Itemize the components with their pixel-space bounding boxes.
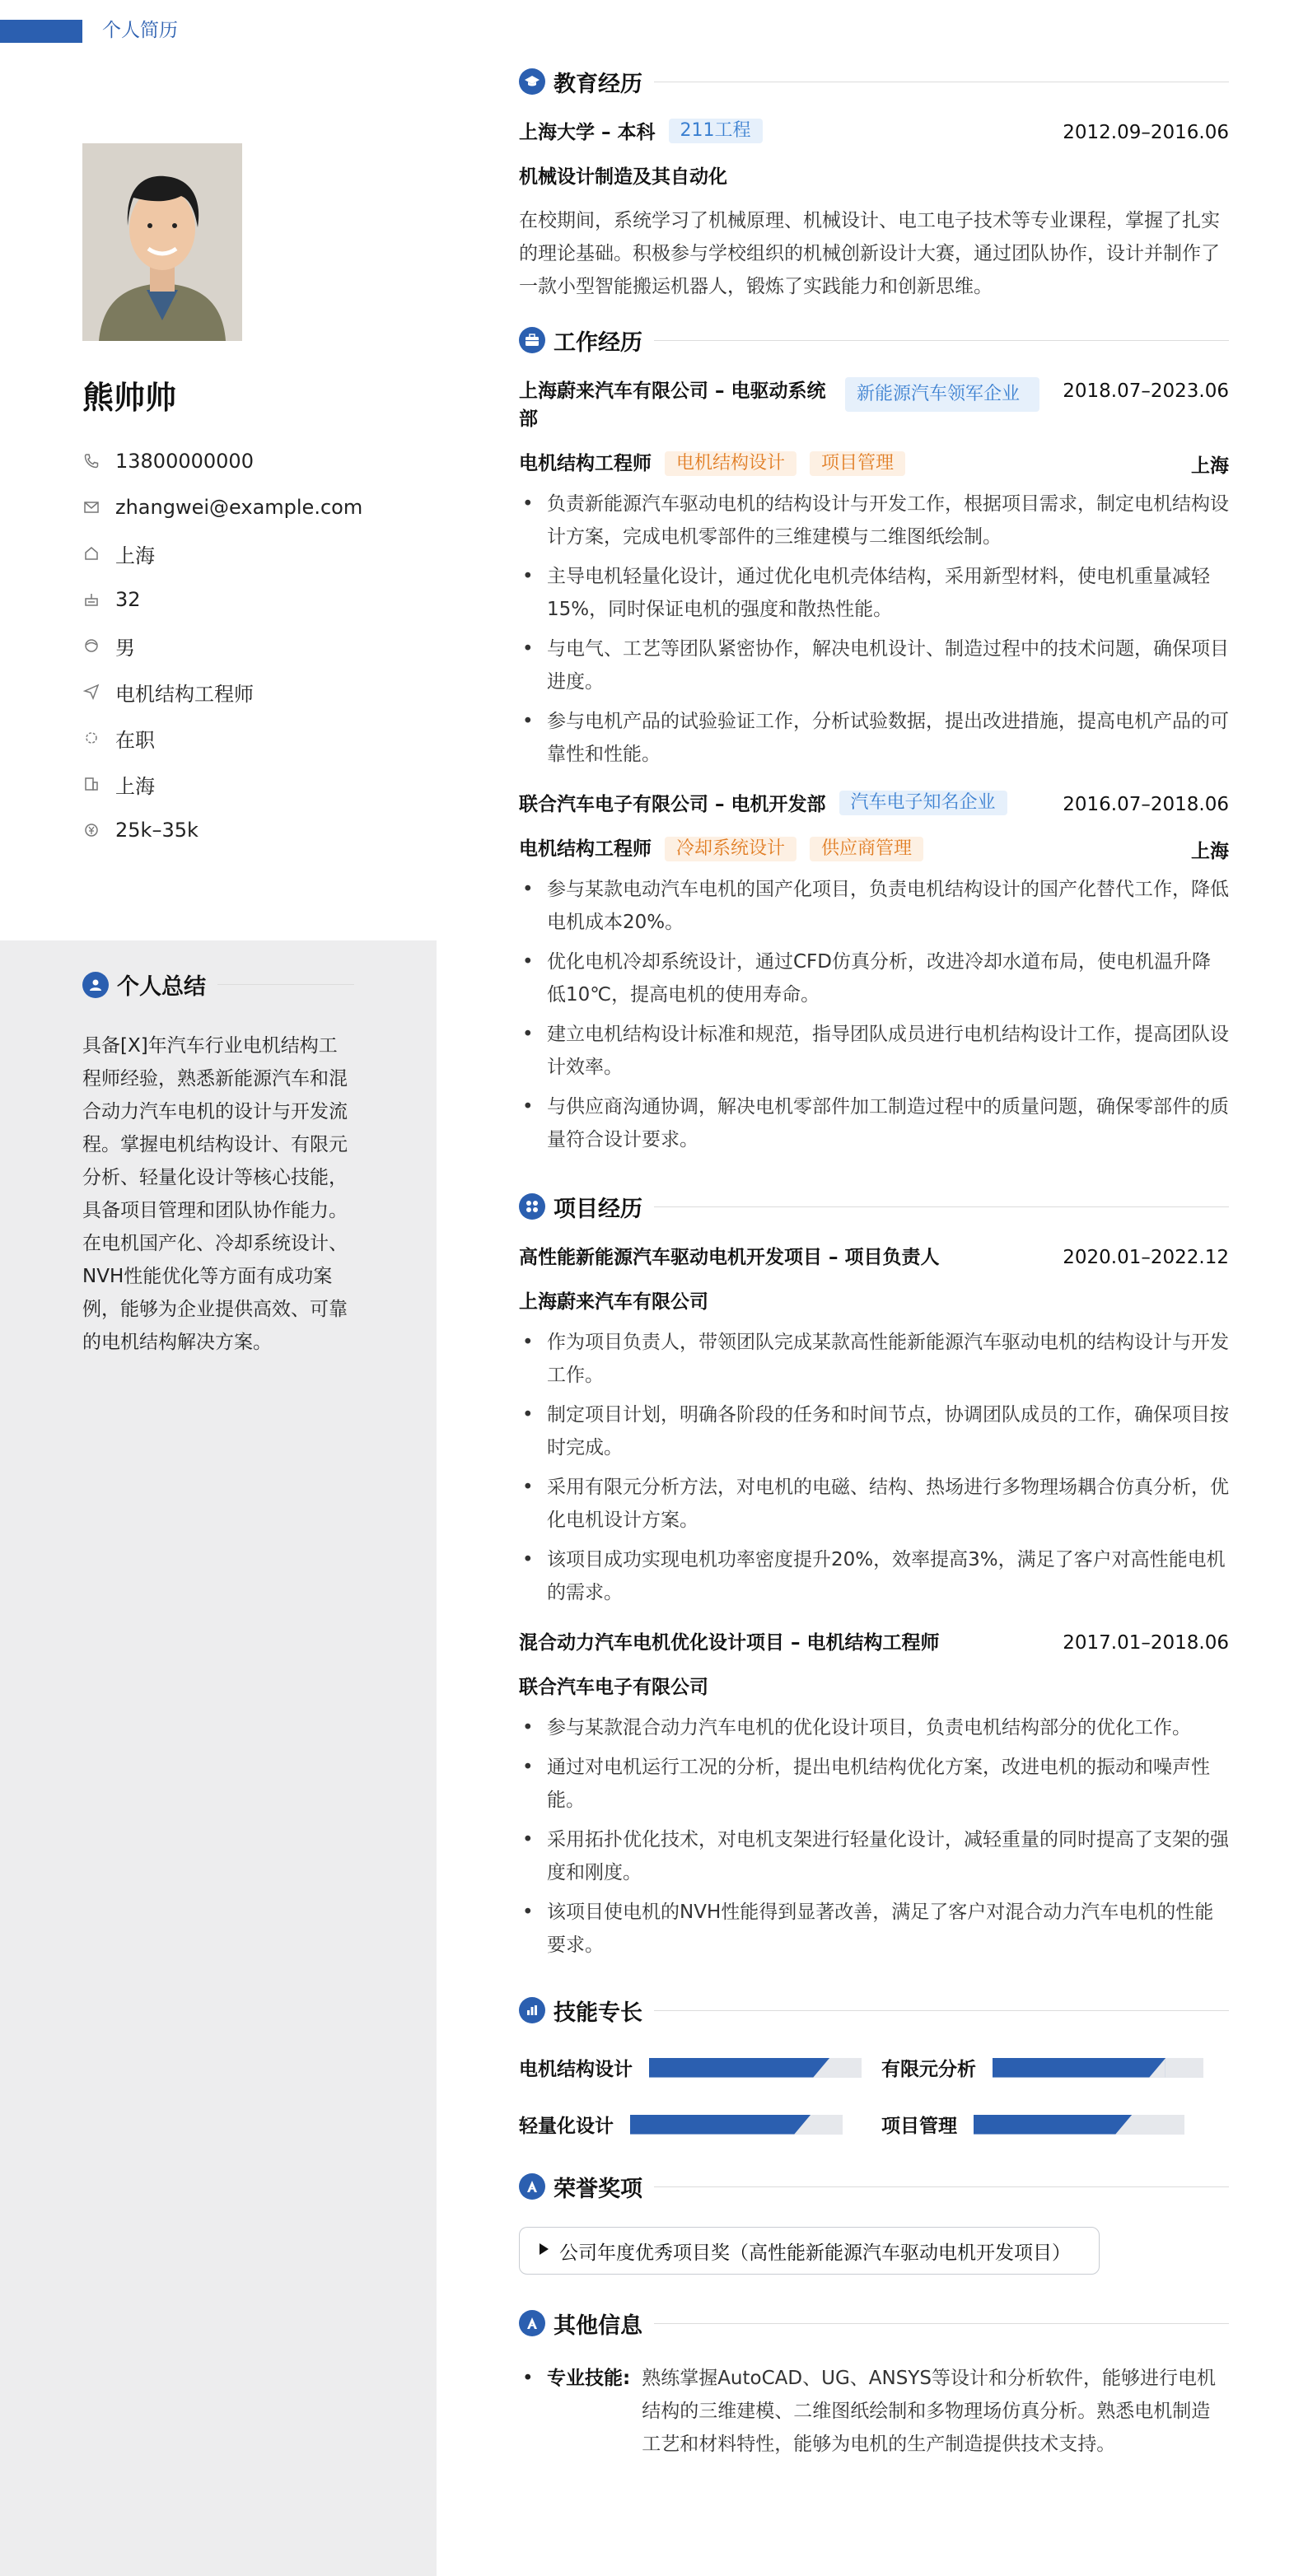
status-icon	[82, 729, 100, 747]
job-bullets	[519, 488, 1229, 771]
list-item-text: 通过对电机运行工况的分析，提出电机结构优化方案，改进电机的振动和噪声性能。	[547, 1757, 1210, 1811]
job-company: 联合汽车电子有限公司 – 电机开发部	[519, 794, 826, 815]
list-item-text: 负责新能源汽车驱动电机的结构设计与开发工作，根据项目需求，制定电机结构设计方案，完成电机零部件的三维建模与二维图纸绘制。	[547, 493, 1229, 548]
skill-name: 项目管理	[881, 2116, 957, 2137]
info-icon	[519, 2310, 545, 2336]
info-position: 电机结构工程师	[115, 682, 254, 706]
work-title: 工作经历	[554, 329, 642, 356]
education-entry-left	[519, 119, 763, 147]
info-row-gender	[82, 623, 362, 669]
skill-item	[519, 2111, 881, 2138]
list-item: • 参与电机产品的试验验证工作，分析试验数据，提出改进措施，提高电机产品的可靠性和性能。	[519, 705, 1229, 771]
list-item: • 与电气、工艺等团队紧密协作，解决电机设计、制造过程中的技术问题，确保项目进度。	[519, 632, 1229, 698]
triangle-right-icon	[538, 2242, 549, 2259]
job-skill-tag: 电机结构设计	[665, 451, 796, 476]
project-bullets	[519, 1326, 1229, 1609]
info-email: zhangwei@example.com	[115, 496, 363, 519]
info-row-location	[82, 530, 362, 576]
list-item: • 主导电机轻量化设计，通过优化电机壳体结构，采用新型材料，使电机重量减轻15%，同时保证电机的强度和散热性能。	[519, 560, 1229, 626]
list-item-text: 该项目使电机的NVH性能得到显著改善，满足了客户对混合动力汽车电机的性能要求。	[547, 1902, 1214, 1956]
phone-icon	[82, 452, 100, 470]
skill-level-fill	[974, 2115, 1132, 2135]
skill-item	[881, 2054, 1227, 2081]
list-item-text: 制定项目计划，明确各阶段的任务和时间节点，协调团队成员的工作，确保项目按时完成。	[547, 1404, 1229, 1458]
education-description: 在校期间，系统学习了机械原理、机械设计、电工电子技术等专业课程，掌握了扎实的理论基础。积极参与学校组织的机械创新设计大赛，通过团队协作，设计并制作了一款小型智能搬运机器人，锻炼了实践能力和创新思维。	[519, 210, 1220, 297]
project-company: 上海蔚来汽车有限公司	[519, 1291, 708, 1313]
skill-level-bar	[630, 2115, 843, 2135]
list-item-text: 该项目成功实现电机功率密度提升20%，效率提高3%，满足了客户对高性能电机的需求。	[547, 1549, 1226, 1603]
awards-divider	[654, 2186, 1229, 2187]
job-date: 2018.07–2023.06	[1063, 380, 1229, 402]
list-item-text: 参与某款混合动力汽车电机的优化设计项目，负责电机结构部分的优化工作。	[547, 1717, 1191, 1738]
job-date: 2016.07–2018.06	[1063, 794, 1229, 815]
header-accent-bar	[0, 20, 82, 43]
list-item-text: 优化电机冷却系统设计，通过CFD仿真分析，改进冷却水道布局，使电机温升降低10℃，提高电机的使用寿命。	[547, 951, 1211, 1006]
other-label: 专业技能:	[547, 2368, 631, 2389]
job-header	[519, 791, 1229, 819]
info-city: 上海	[115, 774, 155, 798]
list-item: • 采用拓扑优化技术，对电机支架进行轻量化设计，减轻重量的同时提高了支架的强度和刚度。	[519, 1823, 1229, 1889]
info-age: 32	[115, 588, 141, 611]
job-role-left	[519, 450, 905, 478]
award-item	[519, 2227, 1100, 2275]
skills-title: 技能专长	[554, 2000, 642, 2026]
graduation-cap-icon	[519, 68, 545, 95]
resume-title: 个人简历	[102, 20, 178, 41]
list-item: • 该项目使电机的NVH性能得到显著改善，满足了客户对混合动力汽车电机的性能要求。	[519, 1896, 1229, 1962]
info-gender: 男	[115, 636, 135, 660]
job-header-left	[519, 791, 1007, 819]
list-item-text: 采用拓扑优化技术，对电机支架进行轻量化设计，减轻重量的同时提高了支架的强度和刚度。	[547, 1829, 1229, 1883]
home-icon	[82, 544, 100, 562]
job-city: 上海	[1191, 455, 1229, 477]
info-status: 在职	[115, 728, 155, 752]
bar-chart-icon	[519, 1997, 545, 2023]
summary-text: 具备[X]年汽车行业电机结构工程师经验，熟悉新能源汽车和混合动力汽车电机的设计与开发流程。掌握电机结构设计、有限元分析、轻量化设计等核心技能，具备项目管理和团队协作能力。在电机国产化、冷却系统设计、NVH性能优化等方面有成功案例，能够为企业提供高效、可靠的电机结构解决方案。	[82, 1035, 348, 1353]
job-header-left	[519, 377, 1039, 433]
job-role: 电机结构工程师	[519, 838, 652, 860]
job-city: 上海	[1191, 840, 1229, 862]
list-item: • 制定项目计划，明确各阶段的任务和时间节点，协调团队成员的工作，确保项目按时完成。	[519, 1398, 1229, 1464]
work-divider	[654, 340, 1229, 341]
award-text: 公司年度优秀项目奖（高性能新能源汽车驱动电机开发项目）	[559, 2242, 1071, 2264]
list-item-text: 参与某款电动汽车电机的国产化项目，负责电机结构设计的国产化替代工作，降低电机成本20%。	[547, 879, 1229, 933]
list-item-text: 采用有限元分析方法，对电机的电磁、结构、热场进行多物理场耦合仿真分析，优化电机设计方案。	[547, 1477, 1229, 1531]
summary-divider	[217, 984, 354, 985]
education-section-header	[519, 63, 1229, 100]
skill-level-bar	[974, 2115, 1184, 2135]
job-company-tag: 新能源汽车领军企业	[845, 377, 1039, 412]
skills-list	[519, 2054, 1229, 2138]
skill-name: 电机结构设计	[519, 2059, 633, 2080]
mail-icon	[82, 498, 100, 516]
project-name: 混合动力汽车电机优化设计项目 – 电机结构工程师	[519, 1632, 940, 1654]
list-item: • 负责新能源汽车驱动电机的结构设计与开发工作，根据项目需求，制定电机结构设计方案，完成电机零部件的三维建模与二维图纸绘制。	[519, 488, 1229, 553]
education-title: 教育经历	[554, 71, 642, 97]
education-date: 2012.09–2016.06	[1063, 122, 1229, 143]
skills-section-header	[519, 1991, 1229, 2029]
grid-icon	[519, 1193, 545, 1220]
projects-divider	[654, 1206, 1229, 1207]
education-major: 机械设计制造及其自动化	[519, 166, 727, 188]
salary-icon	[82, 821, 100, 839]
other-text: 熟练掌握AutoCAD、UG、ANSYS等设计和分析软件，能够进行电机结构的三维建模、二维图纸绘制和多物理场仿真分析。熟悉电机制造工艺和材料特性，能够为电机的生产制造提供技术支持。	[642, 2368, 1216, 2455]
list-item-text: 参与电机产品的试验验证工作，分析试验数据，提出改进措施，提高电机产品的可靠性和性能。	[547, 711, 1229, 765]
other-title: 其他信息	[554, 2312, 642, 2339]
summary-section-header	[82, 968, 354, 1001]
other-info-item	[519, 2362, 1229, 2461]
list-item-text: 与电气、工艺等团队紧密协作，解决电机设计、制造过程中的技术问题，确保项目进度。	[547, 638, 1229, 693]
list-item-text: 建立电机结构设计标准和规范，指导团队成员进行电机结构设计工作，提高团队设计效率。	[547, 1024, 1229, 1078]
skill-level-fill	[630, 2115, 810, 2135]
skill-item	[881, 2111, 1227, 2138]
project-bullets	[519, 1711, 1229, 1962]
skill-name: 有限元分析	[881, 2059, 976, 2080]
send-icon	[82, 683, 100, 701]
job-role-row	[519, 450, 1229, 478]
gender-icon	[82, 637, 100, 655]
age-icon	[82, 590, 100, 609]
skill-level-bar	[649, 2058, 862, 2078]
job-header	[519, 377, 1229, 433]
projects-title: 项目经历	[554, 1196, 642, 1222]
info-salary: 25k–35k	[115, 819, 199, 842]
building-icon	[82, 775, 100, 793]
list-item-text: 主导电机轻量化设计，通过优化电机壳体结构，采用新型材料，使电机重量减轻15%，同时保证电机的强度和散热性能。	[547, 566, 1210, 620]
project-date: 2017.01–2018.06	[1063, 1632, 1229, 1654]
list-item: • 优化电机冷却系统设计，通过CFD仿真分析，改进冷却水道布局，使电机温升降低10℃，提高电机的使用寿命。	[519, 945, 1229, 1011]
job-skill-tag: 冷却系统设计	[665, 837, 796, 861]
other-section-header	[519, 2304, 1229, 2342]
other-divider	[654, 2323, 1229, 2324]
education-entry-header	[519, 119, 1229, 147]
job-role-row	[519, 835, 1229, 863]
info-row-salary	[82, 807, 362, 853]
info-location: 上海	[115, 544, 155, 567]
awards-title: 荣誉奖项	[554, 2176, 642, 2202]
candidate-name: 熊帅帅	[82, 380, 177, 416]
skills-divider	[654, 2010, 1229, 2011]
info-phone: 13800000000	[115, 450, 254, 473]
briefcase-icon	[519, 327, 545, 353]
project-header	[519, 1629, 1229, 1657]
projects-section-header	[519, 1188, 1229, 1225]
avatar	[82, 143, 242, 341]
skill-item	[519, 2054, 881, 2081]
job-company: 上海蔚来汽车有限公司 – 电驱动系统部	[519, 380, 826, 430]
main-content	[519, 63, 1229, 2461]
job-role: 电机结构工程师	[519, 453, 652, 474]
job-skill-tag: 供应商管理	[810, 837, 923, 861]
list-item: • 参与某款混合动力汽车电机的优化设计项目，负责电机结构部分的优化工作。	[519, 1711, 1229, 1744]
job-company-tag: 汽车电子知名企业	[839, 791, 1007, 815]
job-bullets	[519, 873, 1229, 1156]
list-item: • 作为项目负责人，带领团队完成某款高性能新能源汽车驱动电机的结构设计与开发工作。	[519, 1326, 1229, 1392]
skill-name: 轻量化设计	[519, 2116, 614, 2137]
education-school: 上海大学 – 本科	[519, 122, 656, 143]
list-item: • 与供应商沟通协调，解决电机零部件加工制造过程中的质量问题，确保零部件的质量符合设计要求。	[519, 1090, 1229, 1156]
job-skill-tag: 项目管理	[810, 451, 905, 476]
skill-level-fill	[649, 2058, 829, 2078]
bullet-dot: •	[522, 2368, 534, 2389]
education-tag: 211工程	[669, 119, 763, 143]
project-date: 2020.01–2022.12	[1063, 1247, 1229, 1268]
skill-level-bar	[993, 2058, 1203, 2078]
job-role-left	[519, 835, 923, 863]
awards-section-header	[519, 2168, 1229, 2205]
info-row-phone	[82, 438, 362, 484]
info-row-age	[82, 576, 362, 623]
list-item: • 采用有限元分析方法，对电机的电磁、结构、热场进行多物理场耦合仿真分析，优化电机设计方案。	[519, 1471, 1229, 1537]
project-header	[519, 1244, 1229, 1272]
summary-title: 个人总结	[117, 974, 206, 1000]
project-name: 高性能新能源汽车驱动电机开发项目 – 项目负责人	[519, 1247, 940, 1268]
list-item: • 参与某款电动汽车电机的国产化项目，负责电机结构设计的国产化替代工作，降低电机成本20%。	[519, 873, 1229, 939]
info-row-status	[82, 715, 362, 761]
work-section-header	[519, 321, 1229, 359]
user-icon	[82, 972, 109, 998]
award-icon	[519, 2173, 545, 2200]
list-item-text: 作为项目负责人，带领团队完成某款高性能新能源汽车驱动电机的结构设计与开发工作。	[547, 1332, 1229, 1386]
project-company: 联合汽车电子有限公司	[519, 1677, 708, 1698]
contact-info-list	[82, 438, 362, 853]
info-row-city	[82, 761, 362, 807]
list-item-text: 与供应商沟通协调，解决电机零部件加工制造过程中的质量问题，确保零部件的质量符合设计要求。	[547, 1096, 1229, 1150]
list-item: • 该项目成功实现电机功率密度提升20%，效率提高3%，满足了客户对高性能电机的需求。	[519, 1543, 1229, 1609]
skill-level-fill	[993, 2058, 1166, 2078]
info-row-position	[82, 669, 362, 715]
list-item: • 通过对电机运行工况的分析，提出电机结构优化方案，改进电机的振动和噪声性能。	[519, 1751, 1229, 1817]
list-item: • 建立电机结构设计标准和规范，指导团队成员进行电机结构设计工作，提高团队设计效率。	[519, 1018, 1229, 1084]
info-row-email	[82, 484, 362, 530]
